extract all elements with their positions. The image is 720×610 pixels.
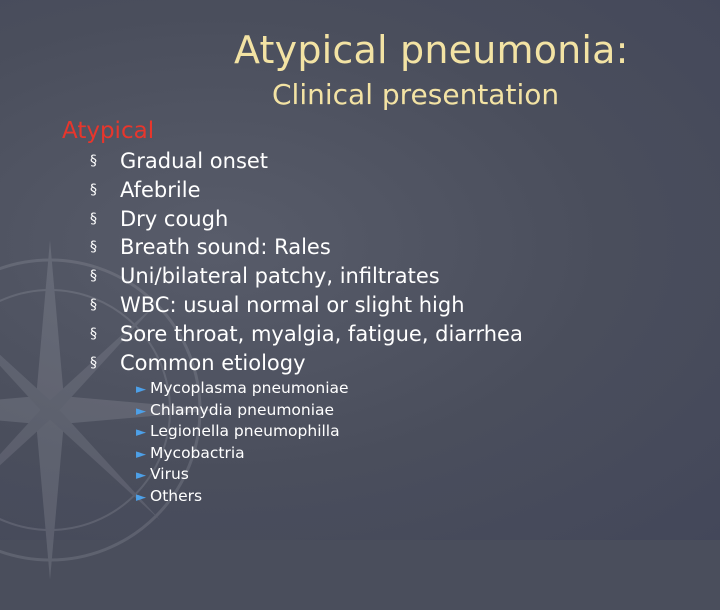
bullet-text: Breath sound: Rales	[120, 235, 331, 260]
bullet-text: Afebrile	[120, 177, 201, 202]
slide-subtitle: Clinical presentation	[272, 78, 560, 111]
etiology-item	[136, 379, 349, 401]
bullet-list	[90, 149, 523, 379]
bullet-marker: §	[90, 354, 97, 371]
bullet-item	[90, 207, 523, 236]
arrow-right-icon: ►	[136, 425, 146, 441]
etiology-text: Mycoplasma pneumoniae	[150, 379, 349, 397]
etiology-text: Chlamydia pneumoniae	[150, 400, 335, 419]
etiology-item	[136, 401, 349, 423]
bullet-text: Common etiology	[120, 350, 306, 375]
etiology-text: Legionella pneumophilla	[150, 422, 340, 441]
etiology-text: Mycobactria	[150, 443, 245, 462]
etiology-item	[136, 465, 349, 487]
bullet-item	[90, 293, 523, 322]
bullet-item	[90, 149, 523, 178]
bullet-text: WBC: usual normal or slight high	[120, 292, 465, 317]
bullet-item	[90, 322, 523, 351]
bullet-text: Dry cough	[120, 206, 229, 231]
section-heading: Atypical	[62, 118, 155, 144]
etiology-item	[136, 422, 349, 444]
bullet-marker: §	[90, 296, 97, 313]
bullet-marker: §	[90, 239, 97, 256]
etiology-text: Others	[150, 486, 203, 505]
bullet-text: Gradual onset	[120, 149, 269, 173]
bullet-marker: §	[90, 181, 97, 198]
bullet-text: Sore throat, myalgia, fatigue, diarrhea	[120, 321, 523, 346]
slide-title: Atypical pneumonia:	[234, 28, 629, 72]
bullet-marker: §	[90, 268, 97, 285]
bullet-marker: §	[90, 210, 97, 227]
arrow-right-icon: ►	[136, 382, 146, 397]
arrow-right-icon: ►	[136, 403, 146, 419]
bullet-item	[90, 235, 523, 264]
etiology-text: Virus	[150, 465, 189, 484]
bullet-marker: §	[90, 325, 97, 342]
bullet-item	[90, 178, 523, 207]
bullet-marker: §	[90, 153, 97, 169]
arrow-right-icon: ►	[136, 446, 146, 462]
bullet-item	[90, 264, 523, 293]
etiology-item	[136, 444, 349, 466]
bullet-text: Uni/bilateral patchy, infiltrates	[120, 264, 440, 289]
etiology-item	[136, 487, 349, 509]
etiology-list	[136, 379, 349, 509]
arrow-right-icon: ►	[136, 489, 146, 505]
arrow-right-icon: ►	[136, 468, 146, 484]
bullet-item	[90, 351, 523, 380]
